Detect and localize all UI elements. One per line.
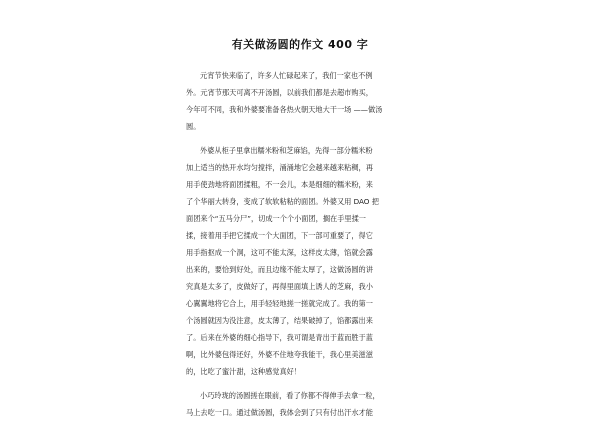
text-line: 究真是太多了，皮做好了，再得里面填上诱人的芝麻，我小	[186, 282, 373, 291]
text-line: 小巧玲珑的汤圆搓在眼前，看了你都不得伸手去拿一粒，	[200, 391, 380, 400]
paragraph-gap	[186, 380, 406, 387]
text-line: 啊，比外婆包得还好，外婆不住地夸我能干，我心里美滋滋	[186, 350, 373, 359]
text-line: 的，比吃了蜜汁甜，这种感觉真好！	[186, 367, 302, 376]
text-line: 心翼翼地将它合上，用手轻轻地搓一搓就完成了。我的第一	[186, 299, 373, 308]
text-line: 元宵节快来临了，许多人忙碌起来了，我们一家也不例	[200, 71, 373, 80]
text-line: 外。元宵节那天可离不开汤圆，以前我们都是去超市购买，	[186, 88, 373, 97]
text-line: 了个华丽大转身，变成了软软粘粘的面团。外婆又用 DAO 把	[186, 197, 379, 206]
document-title: 有关做汤圆的作文 400 字	[231, 38, 369, 51]
text-line: 马上去吃一口。通过做汤圆，我体会到了只有付出汗水才能	[186, 408, 373, 417]
paragraph	[186, 142, 406, 380]
text-line: 今年可不同，我和外婆要准备各热火朝天地大干一场 ——做汤	[186, 105, 383, 114]
text-line: 面团来个“五马分尸”，切成一个个小面团，搁在手里揉一	[186, 214, 366, 223]
text-line: 圆。	[186, 122, 201, 131]
paragraph	[186, 387, 406, 421]
essay-body	[186, 67, 406, 421]
text-line: 出来的，要恰到好处，而且边缘不能太厚了，这做汤圆的讲	[186, 265, 373, 274]
text-line: 用手使劲地将面团揉粗，不一会儿，本是细细的糯米粉，来	[186, 180, 373, 189]
text-line: 加上适当的热开水均匀搅拌，涌涌地它会越来越来粘稠，再	[186, 163, 373, 172]
text-line: 揉，接着用手把它揉成一个大面团，下一部可重要了，得它	[186, 231, 373, 240]
text-line: 了。后来在外婆的细心指导下，我可谓是青出于蓝而胜于蓝	[186, 333, 373, 342]
text-line: 个汤圆就因为没注意，皮太薄了，结果破掉了，馅都露出来	[186, 316, 373, 325]
text-line: 外婆从柜子里拿出糯米粉和芝麻馅，先得一部分糯米粉	[200, 146, 373, 155]
paragraph	[186, 67, 406, 135]
text-line: 用手指抠成一个洞，这可不能太深，这样皮太薄，馅就会露	[186, 248, 373, 257]
paragraph-gap	[186, 135, 406, 142]
